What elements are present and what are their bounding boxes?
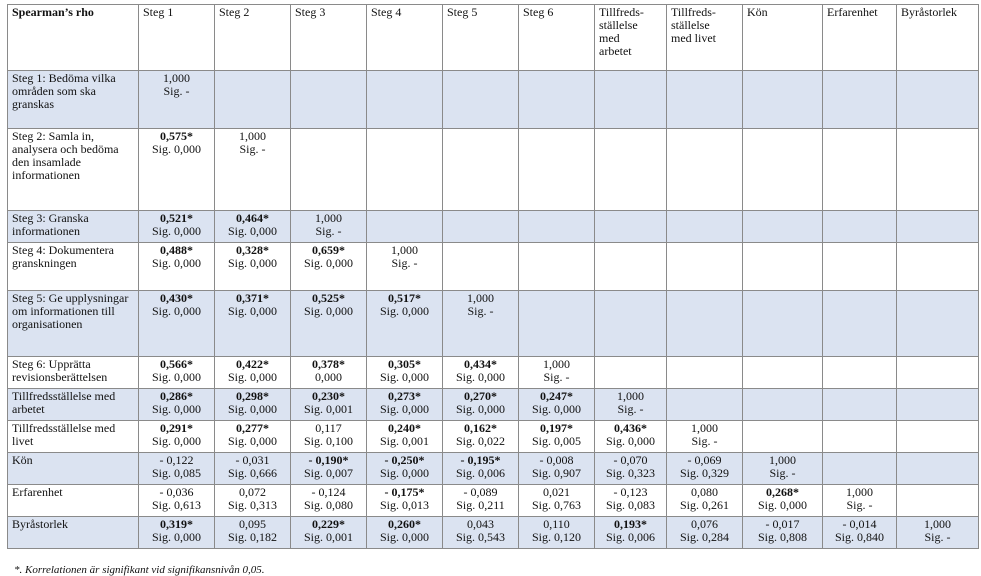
significance-value: Sig. 0,000 xyxy=(379,304,429,318)
empty-cell xyxy=(367,71,443,129)
column-header: Steg 1 xyxy=(139,5,215,71)
correlation-value: 0,273* xyxy=(388,389,421,403)
correlation-cell xyxy=(291,291,367,357)
row-label: Tillfredsställelse med arbetet xyxy=(8,389,139,421)
significance-value: Sig. 0,000 xyxy=(379,370,429,384)
correlation-cell xyxy=(291,211,367,243)
correlation-cell xyxy=(443,517,519,549)
header-row xyxy=(8,5,979,71)
correlation-cell xyxy=(443,389,519,421)
correlation-cell xyxy=(823,517,897,549)
empty-cell xyxy=(897,211,979,243)
significance-value: Sig. 0,120 xyxy=(531,530,581,544)
significance-value: Sig. 0,000 xyxy=(227,224,277,238)
correlation-cell xyxy=(667,517,743,549)
correlation-cell xyxy=(139,421,215,453)
correlation-value: 0,193* xyxy=(614,517,647,531)
significance-value: Sig. - xyxy=(239,142,266,156)
correlation-cell xyxy=(595,453,667,485)
significance-value: Sig. 0,000 xyxy=(455,402,505,416)
significance-value: Sig. 0,000 xyxy=(379,402,429,416)
empty-cell xyxy=(823,211,897,243)
empty-cell xyxy=(367,211,443,243)
empty-cell xyxy=(897,485,979,517)
table-row xyxy=(8,421,979,453)
empty-cell xyxy=(215,71,291,129)
significance-value: Sig. 0,000 xyxy=(151,530,201,544)
table-row xyxy=(8,389,979,421)
empty-cell xyxy=(443,211,519,243)
significance-value: Sig. 0,000 xyxy=(227,402,277,416)
table-row xyxy=(8,517,979,549)
significance-value: Sig. 0,808 xyxy=(757,530,807,544)
empty-cell xyxy=(823,291,897,357)
significance-value: Sig. - xyxy=(467,304,494,318)
significance-value: Sig. - xyxy=(315,224,342,238)
correlation-cell xyxy=(367,357,443,389)
significance-value: Sig. 0,006 xyxy=(605,530,655,544)
significance-value: Sig. 0,005 xyxy=(531,434,581,448)
correlation-value: 0,566* xyxy=(160,357,193,371)
significance-value: Sig. 0,543 xyxy=(455,530,505,544)
empty-cell xyxy=(823,129,897,211)
empty-cell xyxy=(897,291,979,357)
correlation-value: - 0,069 xyxy=(687,453,722,467)
row-label: Steg 3: Granska informationen xyxy=(8,211,139,243)
correlation-value: 1,000 xyxy=(239,129,266,143)
correlation-value: 0,430* xyxy=(160,291,193,305)
significance-value: Sig. 0,000 xyxy=(605,434,655,448)
correlation-cell xyxy=(667,421,743,453)
correlation-cell xyxy=(215,291,291,357)
correlation-cell xyxy=(823,485,897,517)
significance-value: Sig. 0,000 xyxy=(531,402,581,416)
empty-cell xyxy=(823,243,897,291)
empty-cell xyxy=(443,129,519,211)
correlation-cell xyxy=(519,485,595,517)
correlation-value: 0,197* xyxy=(540,421,573,435)
significance-value: Sig. 0,000 xyxy=(227,304,277,318)
correlation-table-container xyxy=(7,4,978,576)
correlation-cell xyxy=(291,389,367,421)
correlation-cell xyxy=(367,243,443,291)
significance-value: Sig. 0,763 xyxy=(531,498,581,512)
correlation-value: 0,319* xyxy=(160,517,193,531)
significance-value: Sig. - xyxy=(617,402,644,416)
row-label: Steg 6: Upprätta revisionsberättelsen xyxy=(8,357,139,389)
correlation-cell xyxy=(291,485,367,517)
correlation-value: 0,229* xyxy=(312,517,345,531)
correlation-cell xyxy=(139,291,215,357)
empty-cell xyxy=(823,389,897,421)
correlation-cell xyxy=(519,453,595,485)
row-label: Tillfredsställelse med livet xyxy=(8,421,139,453)
correlation-cell xyxy=(743,517,823,549)
table-row xyxy=(8,453,979,485)
column-header: Steg 3 xyxy=(291,5,367,71)
empty-cell xyxy=(595,129,667,211)
empty-cell xyxy=(897,389,979,421)
correlation-cell xyxy=(595,485,667,517)
empty-cell xyxy=(667,357,743,389)
correlation-value: 0,095 xyxy=(239,517,266,531)
significance-value: Sig. 0,261 xyxy=(679,498,729,512)
empty-cell xyxy=(667,71,743,129)
correlation-value: 1,000 xyxy=(846,485,873,499)
correlation-value: 1,000 xyxy=(391,243,418,257)
empty-cell xyxy=(443,71,519,129)
empty-cell xyxy=(667,291,743,357)
significance-value: Sig. 0,000 xyxy=(379,530,429,544)
significance-value: Sig. 0,000 xyxy=(227,256,277,270)
significance-value: Sig. - xyxy=(691,434,718,448)
correlation-value: 0,110 xyxy=(543,517,570,531)
empty-cell xyxy=(823,71,897,129)
significance-value: Sig. 0,001 xyxy=(303,530,353,544)
row-label: Steg 4: Dokumentera granskningen xyxy=(8,243,139,291)
correlation-value: 0,080 xyxy=(691,485,718,499)
significance-value: Sig. 0,007 xyxy=(303,466,353,480)
empty-cell xyxy=(823,421,897,453)
correlation-value: 0,260* xyxy=(388,517,421,531)
empty-cell xyxy=(823,357,897,389)
significance-value: Sig. 0,211 xyxy=(456,498,505,512)
corner-header: Spearman’s rho xyxy=(8,5,139,71)
correlation-value: 0,525* xyxy=(312,291,345,305)
correlation-cell xyxy=(291,357,367,389)
table-row xyxy=(8,291,979,357)
empty-cell xyxy=(897,453,979,485)
significance-value: Sig. 0,083 xyxy=(605,498,655,512)
correlation-value: 0,286* xyxy=(160,389,193,403)
correlation-value: - 0,190* xyxy=(308,453,349,467)
correlation-value: 0,043 xyxy=(467,517,494,531)
correlation-value: 0,021 xyxy=(543,485,570,499)
empty-cell xyxy=(291,71,367,129)
correlation-cell xyxy=(139,71,215,129)
table-row xyxy=(8,243,979,291)
correlation-cell xyxy=(743,453,823,485)
empty-cell xyxy=(595,357,667,389)
correlation-cell xyxy=(519,421,595,453)
correlation-cell xyxy=(139,389,215,421)
correlation-value: - 0,124 xyxy=(311,485,346,499)
correlation-value: 0,378* xyxy=(312,357,345,371)
empty-cell xyxy=(667,129,743,211)
significance-value: Sig. 0,000 xyxy=(151,142,201,156)
correlation-cell xyxy=(595,389,667,421)
correlation-cell xyxy=(519,517,595,549)
empty-cell xyxy=(519,129,595,211)
correlation-cell xyxy=(215,517,291,549)
significance-value: Sig. - xyxy=(163,84,190,98)
significance-value: Sig. - xyxy=(924,530,951,544)
correlation-value: - 0,031 xyxy=(235,453,270,467)
correlation-value: - 0,123 xyxy=(613,485,648,499)
column-header: Byråstorlek xyxy=(897,5,979,71)
correlation-value: 0,247* xyxy=(540,389,573,403)
correlation-value: 0,230* xyxy=(312,389,345,403)
correlation-value: - 0,122 xyxy=(159,453,194,467)
correlation-cell xyxy=(443,357,519,389)
correlation-cell xyxy=(595,421,667,453)
correlation-cell xyxy=(139,517,215,549)
table-row xyxy=(8,357,979,389)
empty-cell xyxy=(823,453,897,485)
correlation-cell xyxy=(367,389,443,421)
empty-cell xyxy=(367,129,443,211)
significance-value: Sig. 0,001 xyxy=(303,402,353,416)
correlation-value: - 0,014 xyxy=(842,517,877,531)
correlation-cell xyxy=(291,453,367,485)
correlation-value: 1,000 xyxy=(617,389,644,403)
correlation-value: 0,328* xyxy=(236,243,269,257)
table-row xyxy=(8,71,979,129)
significance-value: Sig. 0,907 xyxy=(531,466,581,480)
correlation-cell xyxy=(291,243,367,291)
significance-value: Sig. 0,000 xyxy=(303,256,353,270)
correlation-value: 0,488* xyxy=(160,243,193,257)
significance-value: Sig. 0,000 xyxy=(151,434,201,448)
correlation-cell xyxy=(595,517,667,549)
row-label: Steg 2: Samla in, analysera och bedöma den insamlade informationen xyxy=(8,129,139,211)
correlation-cell xyxy=(139,243,215,291)
column-header: Erfarenhet xyxy=(823,5,897,71)
correlation-value: - 0,008 xyxy=(539,453,574,467)
correlation-value: 0,517* xyxy=(388,291,421,305)
correlation-value: 0,268* xyxy=(766,485,799,499)
correlation-value: 0,291* xyxy=(160,421,193,435)
empty-cell xyxy=(897,421,979,453)
correlation-cell xyxy=(367,453,443,485)
table-row xyxy=(8,485,979,517)
significance-value: Sig. 0,323 xyxy=(605,466,655,480)
empty-cell xyxy=(667,389,743,421)
correlation-value: - 0,175* xyxy=(384,485,425,499)
correlation-value: - 0,070 xyxy=(613,453,648,467)
correlation-value: 1,000 xyxy=(163,71,190,85)
row-label: Kön xyxy=(8,453,139,485)
correlation-value: - 0,250* xyxy=(384,453,425,467)
correlation-value: 0,521* xyxy=(160,211,193,225)
correlation-value: 1,000 xyxy=(467,291,494,305)
correlation-cell xyxy=(215,421,291,453)
correlation-cell xyxy=(443,291,519,357)
correlation-cell xyxy=(215,357,291,389)
empty-cell xyxy=(743,291,823,357)
correlation-value: 1,000 xyxy=(543,357,570,371)
correlation-cell xyxy=(897,517,979,549)
empty-cell xyxy=(743,389,823,421)
correlation-cell xyxy=(291,421,367,453)
significance-value: Sig. 0,000 xyxy=(151,370,201,384)
correlation-value: 0,575* xyxy=(160,129,193,143)
significance-value: Sig. 0,100 xyxy=(303,434,353,448)
correlation-value: 0,240* xyxy=(388,421,421,435)
table-row xyxy=(8,129,979,211)
significance-value: Sig. 0,085 xyxy=(151,466,201,480)
correlation-value: - 0,195* xyxy=(460,453,501,467)
empty-cell xyxy=(897,129,979,211)
significance-value: Sig. 0,613 xyxy=(151,498,201,512)
significance-value: Sig. 0,000 xyxy=(151,402,201,416)
correlation-cell xyxy=(215,389,291,421)
empty-cell xyxy=(595,211,667,243)
empty-cell xyxy=(519,291,595,357)
correlation-cell xyxy=(215,243,291,291)
column-header: Tillfreds- ställelse med livet xyxy=(667,5,743,71)
empty-cell xyxy=(595,71,667,129)
footnote: *. Korrelationen är signifikant vid signifikansnivån 0,05. xyxy=(14,564,265,576)
row-label: Byråstorlek xyxy=(8,517,139,549)
row-label: Erfarenhet xyxy=(8,485,139,517)
correlation-value: - 0,036 xyxy=(159,485,194,499)
significance-value: Sig. 0,000 xyxy=(151,256,201,270)
empty-cell xyxy=(443,243,519,291)
correlation-value: 0,162* xyxy=(464,421,497,435)
correlation-value: 1,000 xyxy=(691,421,718,435)
significance-value: Sig. - xyxy=(846,498,873,512)
significance-value: Sig. 0,840 xyxy=(834,530,884,544)
correlation-cell xyxy=(291,517,367,549)
significance-value: Sig. 0,000 xyxy=(379,466,429,480)
correlation-cell xyxy=(443,421,519,453)
empty-cell xyxy=(291,129,367,211)
significance-value: Sig. 0,001 xyxy=(379,434,429,448)
significance-value: Sig. 0,000 xyxy=(227,434,277,448)
empty-cell xyxy=(743,71,823,129)
correlation-value: 0,298* xyxy=(236,389,269,403)
significance-value: Sig. 0,000 xyxy=(151,304,201,318)
empty-cell xyxy=(743,243,823,291)
significance-value: Sig. 0,022 xyxy=(455,434,505,448)
significance-value: Sig. 0,284 xyxy=(679,530,729,544)
empty-cell xyxy=(667,211,743,243)
significance-value: Sig. - xyxy=(543,370,570,384)
correlation-cell xyxy=(215,485,291,517)
empty-cell xyxy=(743,211,823,243)
empty-cell xyxy=(519,71,595,129)
correlation-cell xyxy=(139,485,215,517)
significance-value: 0,000 xyxy=(315,370,342,384)
empty-cell xyxy=(897,71,979,129)
table-body xyxy=(8,71,979,549)
column-header: Steg 6 xyxy=(519,5,595,71)
empty-cell xyxy=(595,243,667,291)
correlation-cell xyxy=(519,357,595,389)
correlation-value: 0,464* xyxy=(236,211,269,225)
correlation-value: 1,000 xyxy=(315,211,342,225)
correlation-value: 0,371* xyxy=(236,291,269,305)
correlation-value: 0,270* xyxy=(464,389,497,403)
significance-value: Sig. 0,013 xyxy=(379,498,429,512)
column-header: Tillfreds- ställelse med arbetet xyxy=(595,5,667,71)
significance-value: Sig. 0,006 xyxy=(455,466,505,480)
significance-value: Sig. 0,313 xyxy=(227,498,277,512)
correlation-cell xyxy=(215,211,291,243)
correlation-value: 0,436* xyxy=(614,421,647,435)
correlation-cell xyxy=(215,129,291,211)
significance-value: Sig. 0,080 xyxy=(303,498,353,512)
significance-value: Sig. 0,000 xyxy=(303,304,353,318)
significance-value: Sig. - xyxy=(391,256,418,270)
correlation-value: 0,422* xyxy=(236,357,269,371)
correlation-cell xyxy=(743,485,823,517)
correlation-value: 0,305* xyxy=(388,357,421,371)
empty-cell xyxy=(519,243,595,291)
table-row xyxy=(8,211,979,243)
correlation-value: 0,434* xyxy=(464,357,497,371)
empty-cell xyxy=(897,357,979,389)
column-header: Kön xyxy=(743,5,823,71)
correlation-cell xyxy=(367,485,443,517)
empty-cell xyxy=(743,129,823,211)
empty-cell xyxy=(519,211,595,243)
empty-cell xyxy=(897,243,979,291)
correlation-cell xyxy=(443,453,519,485)
significance-value: Sig. 0,182 xyxy=(227,530,277,544)
significance-value: Sig. - xyxy=(769,466,796,480)
correlation-value: 0,076 xyxy=(691,517,718,531)
significance-value: Sig. 0,000 xyxy=(227,370,277,384)
correlation-cell xyxy=(215,453,291,485)
correlation-value: - 0,017 xyxy=(765,517,800,531)
correlation-value: 1,000 xyxy=(924,517,951,531)
correlation-cell xyxy=(443,485,519,517)
correlation-value: - 0,089 xyxy=(463,485,498,499)
significance-value: Sig. 0,000 xyxy=(455,370,505,384)
row-label: Steg 1: Bedöma vilka områden som ska granskas xyxy=(8,71,139,129)
row-label: Steg 5: Ge upplysningar om informationen till organisationen xyxy=(8,291,139,357)
correlation-cell xyxy=(667,453,743,485)
significance-value: Sig. 0,666 xyxy=(227,466,277,480)
correlation-table xyxy=(7,4,979,549)
empty-cell xyxy=(667,243,743,291)
significance-value: Sig. 0,329 xyxy=(679,466,729,480)
correlation-cell xyxy=(367,517,443,549)
empty-cell xyxy=(595,291,667,357)
correlation-cell xyxy=(139,453,215,485)
column-header: Steg 4 xyxy=(367,5,443,71)
correlation-cell xyxy=(367,421,443,453)
correlation-cell xyxy=(139,211,215,243)
correlation-value: 0,277* xyxy=(236,421,269,435)
correlation-cell xyxy=(667,485,743,517)
correlation-cell xyxy=(139,129,215,211)
column-header: Steg 5 xyxy=(443,5,519,71)
correlation-value: 0,072 xyxy=(239,485,266,499)
empty-cell xyxy=(743,357,823,389)
empty-cell xyxy=(743,421,823,453)
correlation-value: 1,000 xyxy=(769,453,796,467)
correlation-cell xyxy=(139,357,215,389)
column-header: Steg 2 xyxy=(215,5,291,71)
correlation-cell xyxy=(519,389,595,421)
correlation-value: 0,117 xyxy=(315,421,342,435)
correlation-value: 0,659* xyxy=(312,243,345,257)
correlation-cell xyxy=(367,291,443,357)
significance-value: Sig. 0,000 xyxy=(757,498,807,512)
significance-value: Sig. 0,000 xyxy=(151,224,201,238)
